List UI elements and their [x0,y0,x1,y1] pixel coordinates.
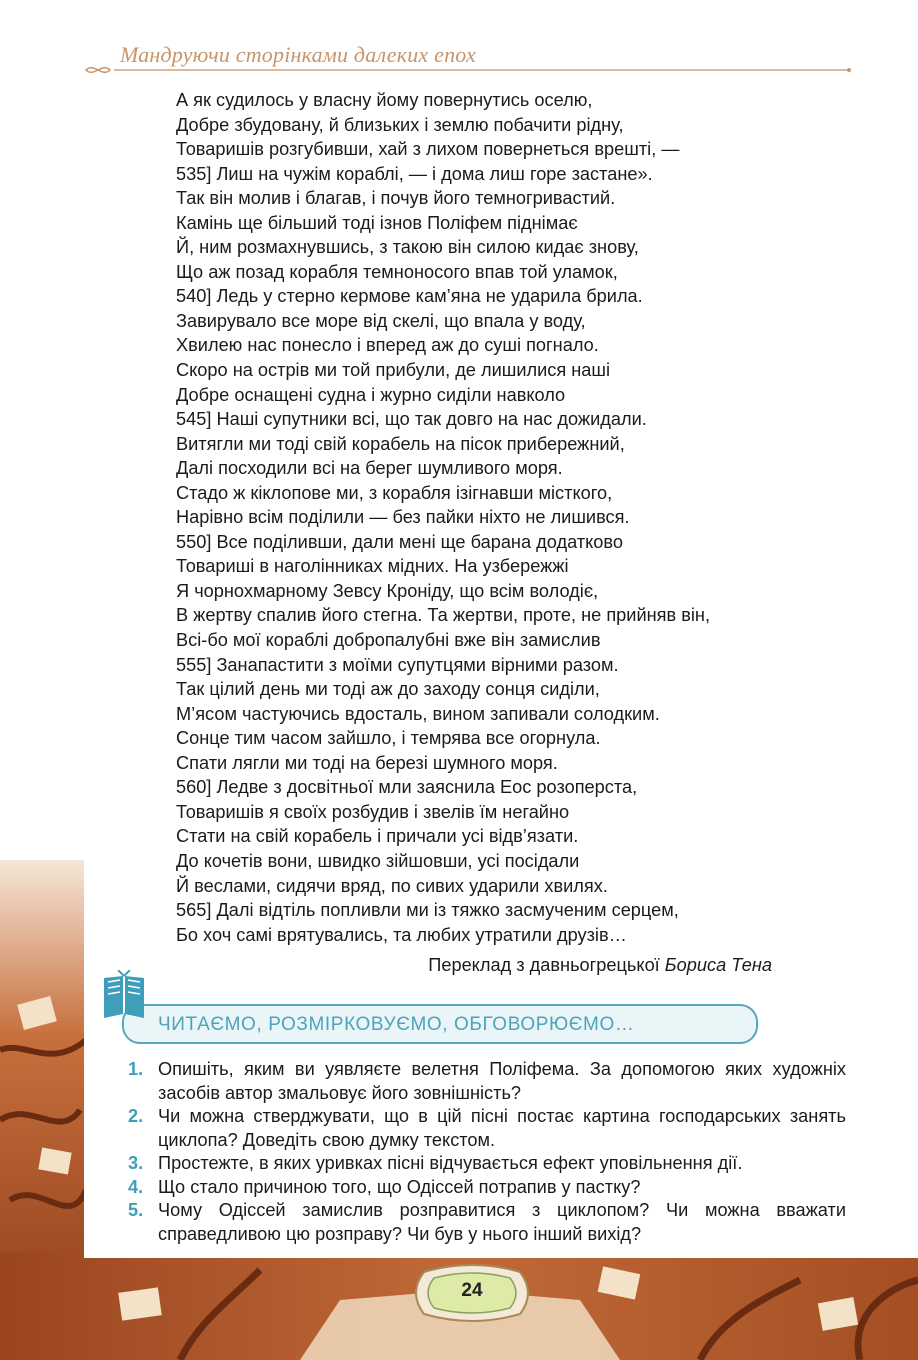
poem-line: Добре збудовану, й близьких і землю побачити рідну, [176,114,624,135]
poem-line: А як судилось у власну йому повернутись оселю, [176,90,593,110]
poem-line: 555] Занапастити з моїми супутцями вірними разом. [176,654,619,675]
question-number: 4. [128,1176,144,1197]
poem-line: 535] Лиш на чужім кораблі, — і дома лиш горе застане». [176,163,653,184]
question-list [128,1058,846,1246]
list-item [128,1105,846,1152]
poem-line: Всі-бо мої кораблі добропалубні вже він замислив [176,630,601,651]
question-number: 2. [128,1106,144,1126]
poem-line: Я чорнохмарному Зевсу Кроніду, що всім володіє, [176,580,599,601]
poem-line: 560] Ледве з досвітньої мли заяснила Еос розоперста, [176,777,638,798]
question-number: 5. [128,1200,144,1220]
section-header [100,970,760,1050]
list-item [128,1199,846,1246]
list-item [128,1058,846,1105]
poem-text [176,88,856,947]
section-title: ЧИТАЄМО, РОЗМІРКОВУЄМО, ОБГОВОРЮЄМО… [158,1014,635,1035]
poem-line: Скоро на острів ми той прибули, де лишилися наші [176,360,611,381]
poem-line: 565] Далі відтіль попливли ми із тяжко засмученим серцем, [176,900,679,921]
poem-line: Бо хоч самі врятувались, та любих утратили друзів… [176,924,627,945]
poem-line: Товариші в наголінниках мідних. На узбережжі [176,556,569,577]
poem-line: Добре оснащені судна і журно сиділи навколо [176,384,566,405]
poem-line: Так він молив і благав, і почув його темногривастий. [176,188,616,209]
poem-line: Й веслами, сидячи вряд, по сивих ударили хвилях. [176,875,608,896]
poem-line: Стадо ж кіклопове ми, з корабля ізігнавши місткого, [176,482,613,503]
question-text: Простежте, в яких уривках пісні відчувається ефект уповільнення дії. [158,1153,743,1173]
poem-line: 550] Все поділивши, дали мені ще барана додатково [176,531,623,552]
poem-line: Витягли ми тоді свій корабель на пісок прибережний, [176,433,625,454]
poem-line: Нарівно всім поділили — без пайки ніхто не лишився. [176,507,630,528]
question-number: 1. [128,1059,144,1079]
poem-line: Товаришів я своїх розбудив і звелів їм негайно [176,801,570,822]
poem-line: М’ясом частуючись вдосталь, вином запивали солодким. [176,703,660,724]
poem-line: Що аж позад корабля темноносого впав той уламок, [176,261,618,282]
poem-line: Й, ним розмахнувшись, з такою він силою кидає знову, [176,237,639,258]
poem-line: Далі посходили всі на берег шумливого моря. [176,458,563,479]
question-text: Чи можна стверджувати, що в цій пісні постає картина господарських занять циклопа? Доведіть свою думку текстом. [158,1106,846,1150]
translation-prefix: Переклад з давньогрецької [428,955,665,975]
question-number: 3. [128,1153,144,1173]
translator-name: Бориса Тена [664,955,772,975]
poem-line: Спати лягли ми тоді на березі шумного моря. [176,752,558,773]
question-text: Чому Одіссей замислив розправитися з циклопом? Чи можна вважати справедливою цю розправу? Чи був у нього інший вихід? [158,1200,846,1244]
poem-line: До кочетів вони, швидко зійшовши, усі посідали [176,850,580,871]
poem-line: Стати на свій корабель і причали усі відв’язати. [176,826,579,847]
poem-line: Сонце тим часом зайшло, і темрява все огорнула. [176,728,601,749]
running-header [84,36,854,86]
page-number-badge [404,1262,540,1324]
question-text: Опишіть, яким ви уявляєте велетня Поліфема. За допомогою яких художніх засобів автор змальовує його зовнішність? [158,1059,846,1103]
poem-line: Завирувало все море від скелі, що впала у воду, [176,310,586,331]
open-book-icon [100,970,148,1022]
poem-line: Камінь ще більший тоді ізнов Поліфем піднімає [176,212,578,233]
header-title: Мандруючи сторінками далеких епох [120,42,476,67]
list-item [128,1176,846,1200]
poem-line: 545] Наші супутники всі, що так довго на нас дожидали. [176,409,647,430]
poem-line: Так цілий день ми тоді аж до заходу сонця сиділи, [176,679,600,700]
poem-line: Товаришів розгубивши, хай з лихом повернеться врешті, — [176,139,680,160]
poem-line: 540] Ледь у стерно кермове кам’яна не ударила брила. [176,286,643,307]
question-text: Що стало причиною того, що Одіссей потрапив у пастку? [158,1176,641,1197]
poem-line: Хвилею нас понесло і вперед аж до суші погнало. [176,335,599,356]
list-item [128,1152,846,1176]
poem-line: В жертву спалив його стегна. Та жертви, проте, не прийняв він, [176,605,711,626]
page-number: 24 [461,1280,483,1301]
